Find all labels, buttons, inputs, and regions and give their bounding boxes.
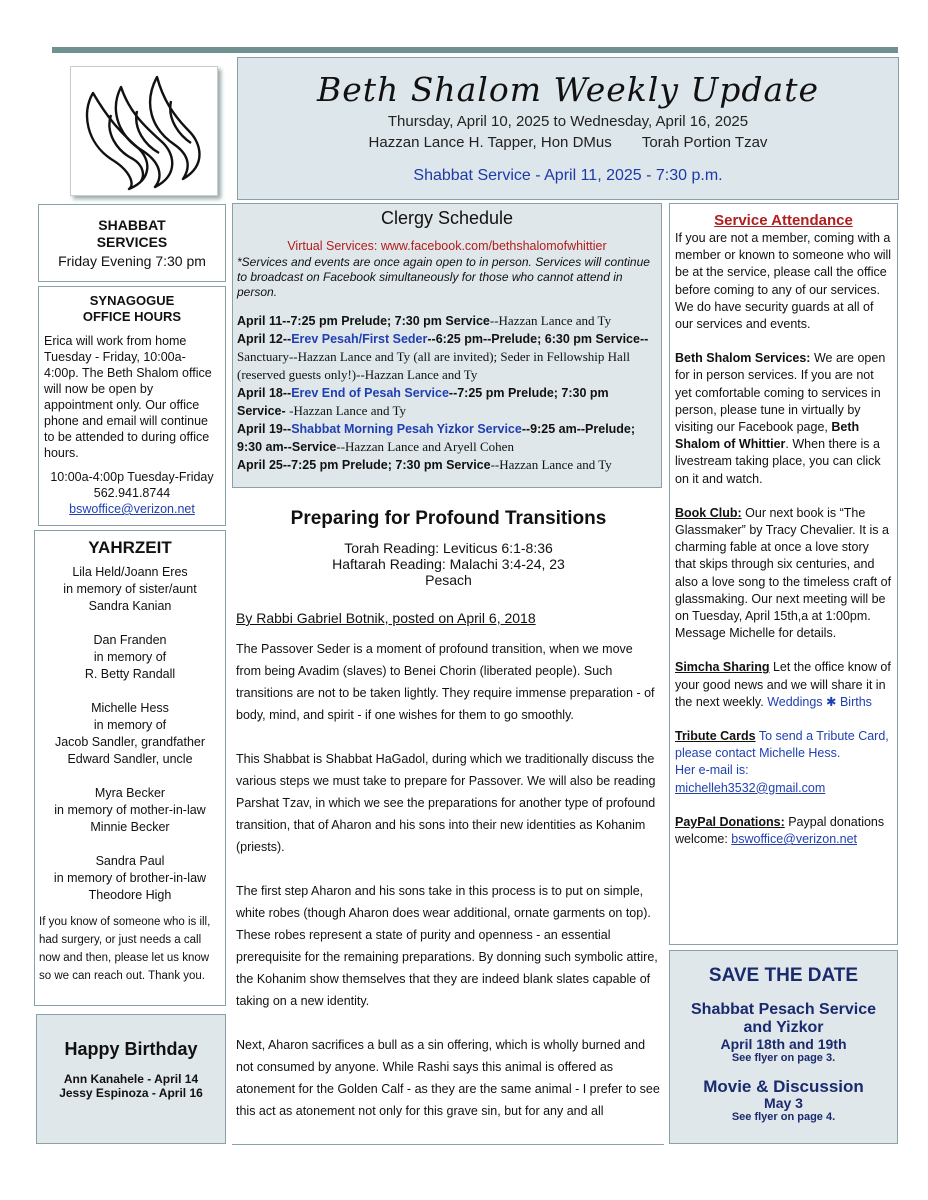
services-section: Beth Shalom Services: We are open for in person services. If you are not yet comfortable coming to services in person, please tune in virtually by visiting our Facebook page, Beth Shalom of Whittier. When there is a livestream taking place, you can click on it and watch. [675,351,886,486]
yahrzeit-relation: in memory of [93,718,167,732]
birthday-heading: Happy Birthday [64,1039,198,1059]
yahrzeit-honoree: Theodore High [88,888,172,902]
masthead [237,57,899,200]
yahrzeit-donor: Michelle Hess [91,701,169,715]
yahrzeit-relation: in memory of mother-in-law [54,803,206,817]
shabbat-time: Friday Evening 7:30 pm [58,253,206,269]
article-byline: By Rabbi Gabriel Botnik, posted on April 6, 2018 [236,610,536,626]
clergy-entry: April 12--Erev Pesah/First Seder--6:25 pm--Prelude; 6:30 pm Service-- Sanctuary--Hazzan Lance and Ty (all are invited); Seder in Fellowship Hall (reserved guests only!)--Hazzan Lance and Ty [237,332,649,382]
office-email-link[interactable]: bswoffice@verizon.net [69,502,195,516]
article-paragraph: The Passover Seder is a moment of profound transition, when we move from being Avadim (slaves) to Benei Chorin (liberated people). Such transitions are not to be taken lightly. They require immense preparation - of body, mind, and spirit - if one wishes for them to go smoothly. [236,642,655,722]
shabbat-heading-1: SHABBAT [98,217,166,233]
save-the-date-heading: SAVE THE DATE [708,965,859,986]
yahrzeit-honoree: Sandra Kanian [88,599,172,613]
clergy-schedule-box [232,203,662,488]
birthday-name: Jessy Espinoza - April 16 [59,1086,203,1100]
shabbat-heading-2: SERVICES [96,234,168,250]
synagogue-logo [70,66,218,196]
event-date: May 3 [764,1095,803,1111]
simcha-section: Simcha Sharing Let the office know of your good news and we will share it in the next weekly. Weddings ✱ Births [675,660,891,709]
office-heading-2: OFFICE HOURS [82,309,182,324]
event-title: Movie & Discussion [703,1077,864,1096]
date-range: Thursday, April 10, 2025 to Wednesday, April 16, 2025 [387,113,749,130]
yahrzeit-relation: in memory of sister/aunt [63,582,197,596]
yahrzeit-box [34,530,226,1006]
clergy-list [237,312,657,474]
newsletter-title: Beth Shalom Weekly Update [316,70,820,109]
book-club-section: Book Club: Our next book is “The Glassmaker” by Tracy Chevalier. It is a charming fable at once a love story that skips through six centuries, and also a love song to the timeless craft of glassmaking. Our next meeting will be on Tuesday, April 15th,a at 1:00pm. Message Michelle for details. [675,505,892,641]
clergy-entry: April 18--Erev End of Pesah Service--7:25 pm Prelude; 7:30 pm Service- -Hazzan Lance and Ty [237,386,609,418]
article [236,508,661,1144]
clergy-heading: Clergy Schedule [380,208,514,228]
virtual-services-link[interactable]: Virtual Services: www.facebook.com/bethshalomofwhittier [287,239,607,253]
top-rule [52,47,898,53]
tribute-email-link[interactable]: michelleh3532@gmail.com [675,780,826,795]
birthday-name: Ann Kanahele - April 14 [63,1072,199,1086]
torah-reading: Torah Reading: Leviticus 6:1-8:36 [344,540,553,556]
shabbat-service-line: Shabbat Service - April 11, 2025 - 7:30 p.m. [413,167,723,184]
announcements-box [669,203,898,945]
yahrzeit-entry [35,785,225,836]
flame-icon [71,67,217,195]
torah-portion: Torah Portion Tzav [641,134,768,151]
office-hours-time: 10:00a-4:00p Tuesday-Friday [50,470,214,484]
yahrzeit-heading: YAHRZEIT [88,538,172,557]
yahrzeit-note: If you know of someone who is ill, had surgery, or just needs a call now and then, please let us know so we can reach out. Thank you. [39,916,211,982]
article-paragraph: The first step Aharon and his sons take in this process is to put on simple, white robes (though Aharon does wear additional, ornate garments on top). These robes represent a state of purity and openness - an essential prerequisite for the remaining preparations. By donning such symbolic attire, the Kohanim show themselves that they are indeed blank slates capable of taking on a new identity. [236,884,658,1008]
save-the-date-box [669,950,898,1144]
yahrzeit-honoree: Jacob Sandler, grandfather [54,735,206,749]
clergy-note: *Services and events are once again open to in person. Services will continue to broadcast on Facebook simultaneously for those who cannot attend in person. [237,255,650,299]
yahrzeit-entry [35,564,225,615]
hazzan-name: Hazzan Lance H. Tapper, Hon DMus [368,134,612,151]
office-hours-text: Erica will work from home Tuesday - Friday, 10:00a-4:00p. The Beth Shalom office will now be open by appointment only. Our office phone and email will continue to be attended to during office hours. [44,334,212,460]
event-title-2: and Yizkor [743,1019,824,1036]
article-bottom-rule [232,1144,664,1145]
article-paragraph: This Shabbat is Shabbat HaGadol, during which we traditionally discuss the various steps we must take to prepare for Passover. We will also be reading Parshat Tzav, in which we see the preparations for another type of profound transition, that of Aharon and his sons into their new identities as Kohanim (priests). [236,752,656,854]
yahrzeit-donor: Lila Held/Joann Eres [72,565,188,579]
yahrzeit-entry [35,632,225,683]
event-flyer-note: See flyer on page 3. [731,1052,836,1064]
attendance-heading: Service Attendance [714,212,853,229]
hazzan-line [238,134,898,151]
event-date: April 18th and 19th [720,1036,847,1052]
yahrzeit-entry [35,853,225,904]
yahrzeit-honoree-2: Edward Sandler, uncle [67,752,193,766]
clergy-entry: April 25--7:25 pm Prelude; 7:30 pm Service--Hazzan Lance and Ty [237,457,612,472]
attendance-text: If you are not a member, coming with a member or known to someone who will be at the service, please call the office before coming to any of our services. We do have security guards at all of our services and events. [675,231,892,332]
article-paragraph: Next, Aharon sacrifices a bull as a sin offering, which is wholly burned and not consumed by anyone. While Rashi says this animal is offered as atonement for the Golden Calf - as they are the same animal - I prefer to see this act as atonement not only for this grave sin, but for any and all [236,1038,660,1118]
yahrzeit-honoree: Minnie Becker [90,820,170,834]
yahrzeit-donor: Dan Franden [93,633,167,647]
office-hours-box [38,286,226,526]
yahrzeit-honoree: R. Betty Randall [84,667,176,681]
article-title: Preparing for Profound Transitions [290,508,607,529]
office-heading-1: SYNAGOGUE [89,293,175,308]
paypal-email-link[interactable]: bswoffice@verizon.net [731,832,857,847]
haftarah-reading: Haftarah Reading: Malachi 3:4-24, 23 [332,556,565,572]
facebook-page-name: Beth Shalom of Whittier [675,420,860,452]
pesach-label: Pesach [425,572,472,588]
paypal-section: PayPal Donations: Paypal donations welcome: bswoffice@verizon.net [675,814,885,847]
tribute-section: Tribute Cards To send a Tribute Card, please contact Michelle Hess. Her e-mail is: michelleh3532@gmail.com [675,728,892,797]
yahrzeit-entry [35,700,225,768]
event-flyer-note: See flyer on page 4. [731,1111,836,1123]
yahrzeit-relation: in memory of [93,650,167,664]
office-phone: 562.941.8744 [93,486,171,500]
birthday-box [36,1014,226,1144]
event-title: Shabbat Pesach Service [691,1001,876,1018]
yahrzeit-donor: Sandra Paul [95,854,165,868]
yahrzeit-relation: in memory of brother-in-law [53,871,207,885]
shabbat-services-box [38,204,226,282]
yahrzeit-donor: Myra Becker [94,786,166,800]
clergy-entry: April 11--7:25 pm Prelude; 7:30 pm Service--Hazzan Lance and Ty [237,313,612,328]
clergy-entry: April 19--Shabbat Morning Pesah Yizkor Service--9:25 am--Prelude; 9:30 am--Service--Hazzan Lance and Aryell Cohen [237,422,636,454]
